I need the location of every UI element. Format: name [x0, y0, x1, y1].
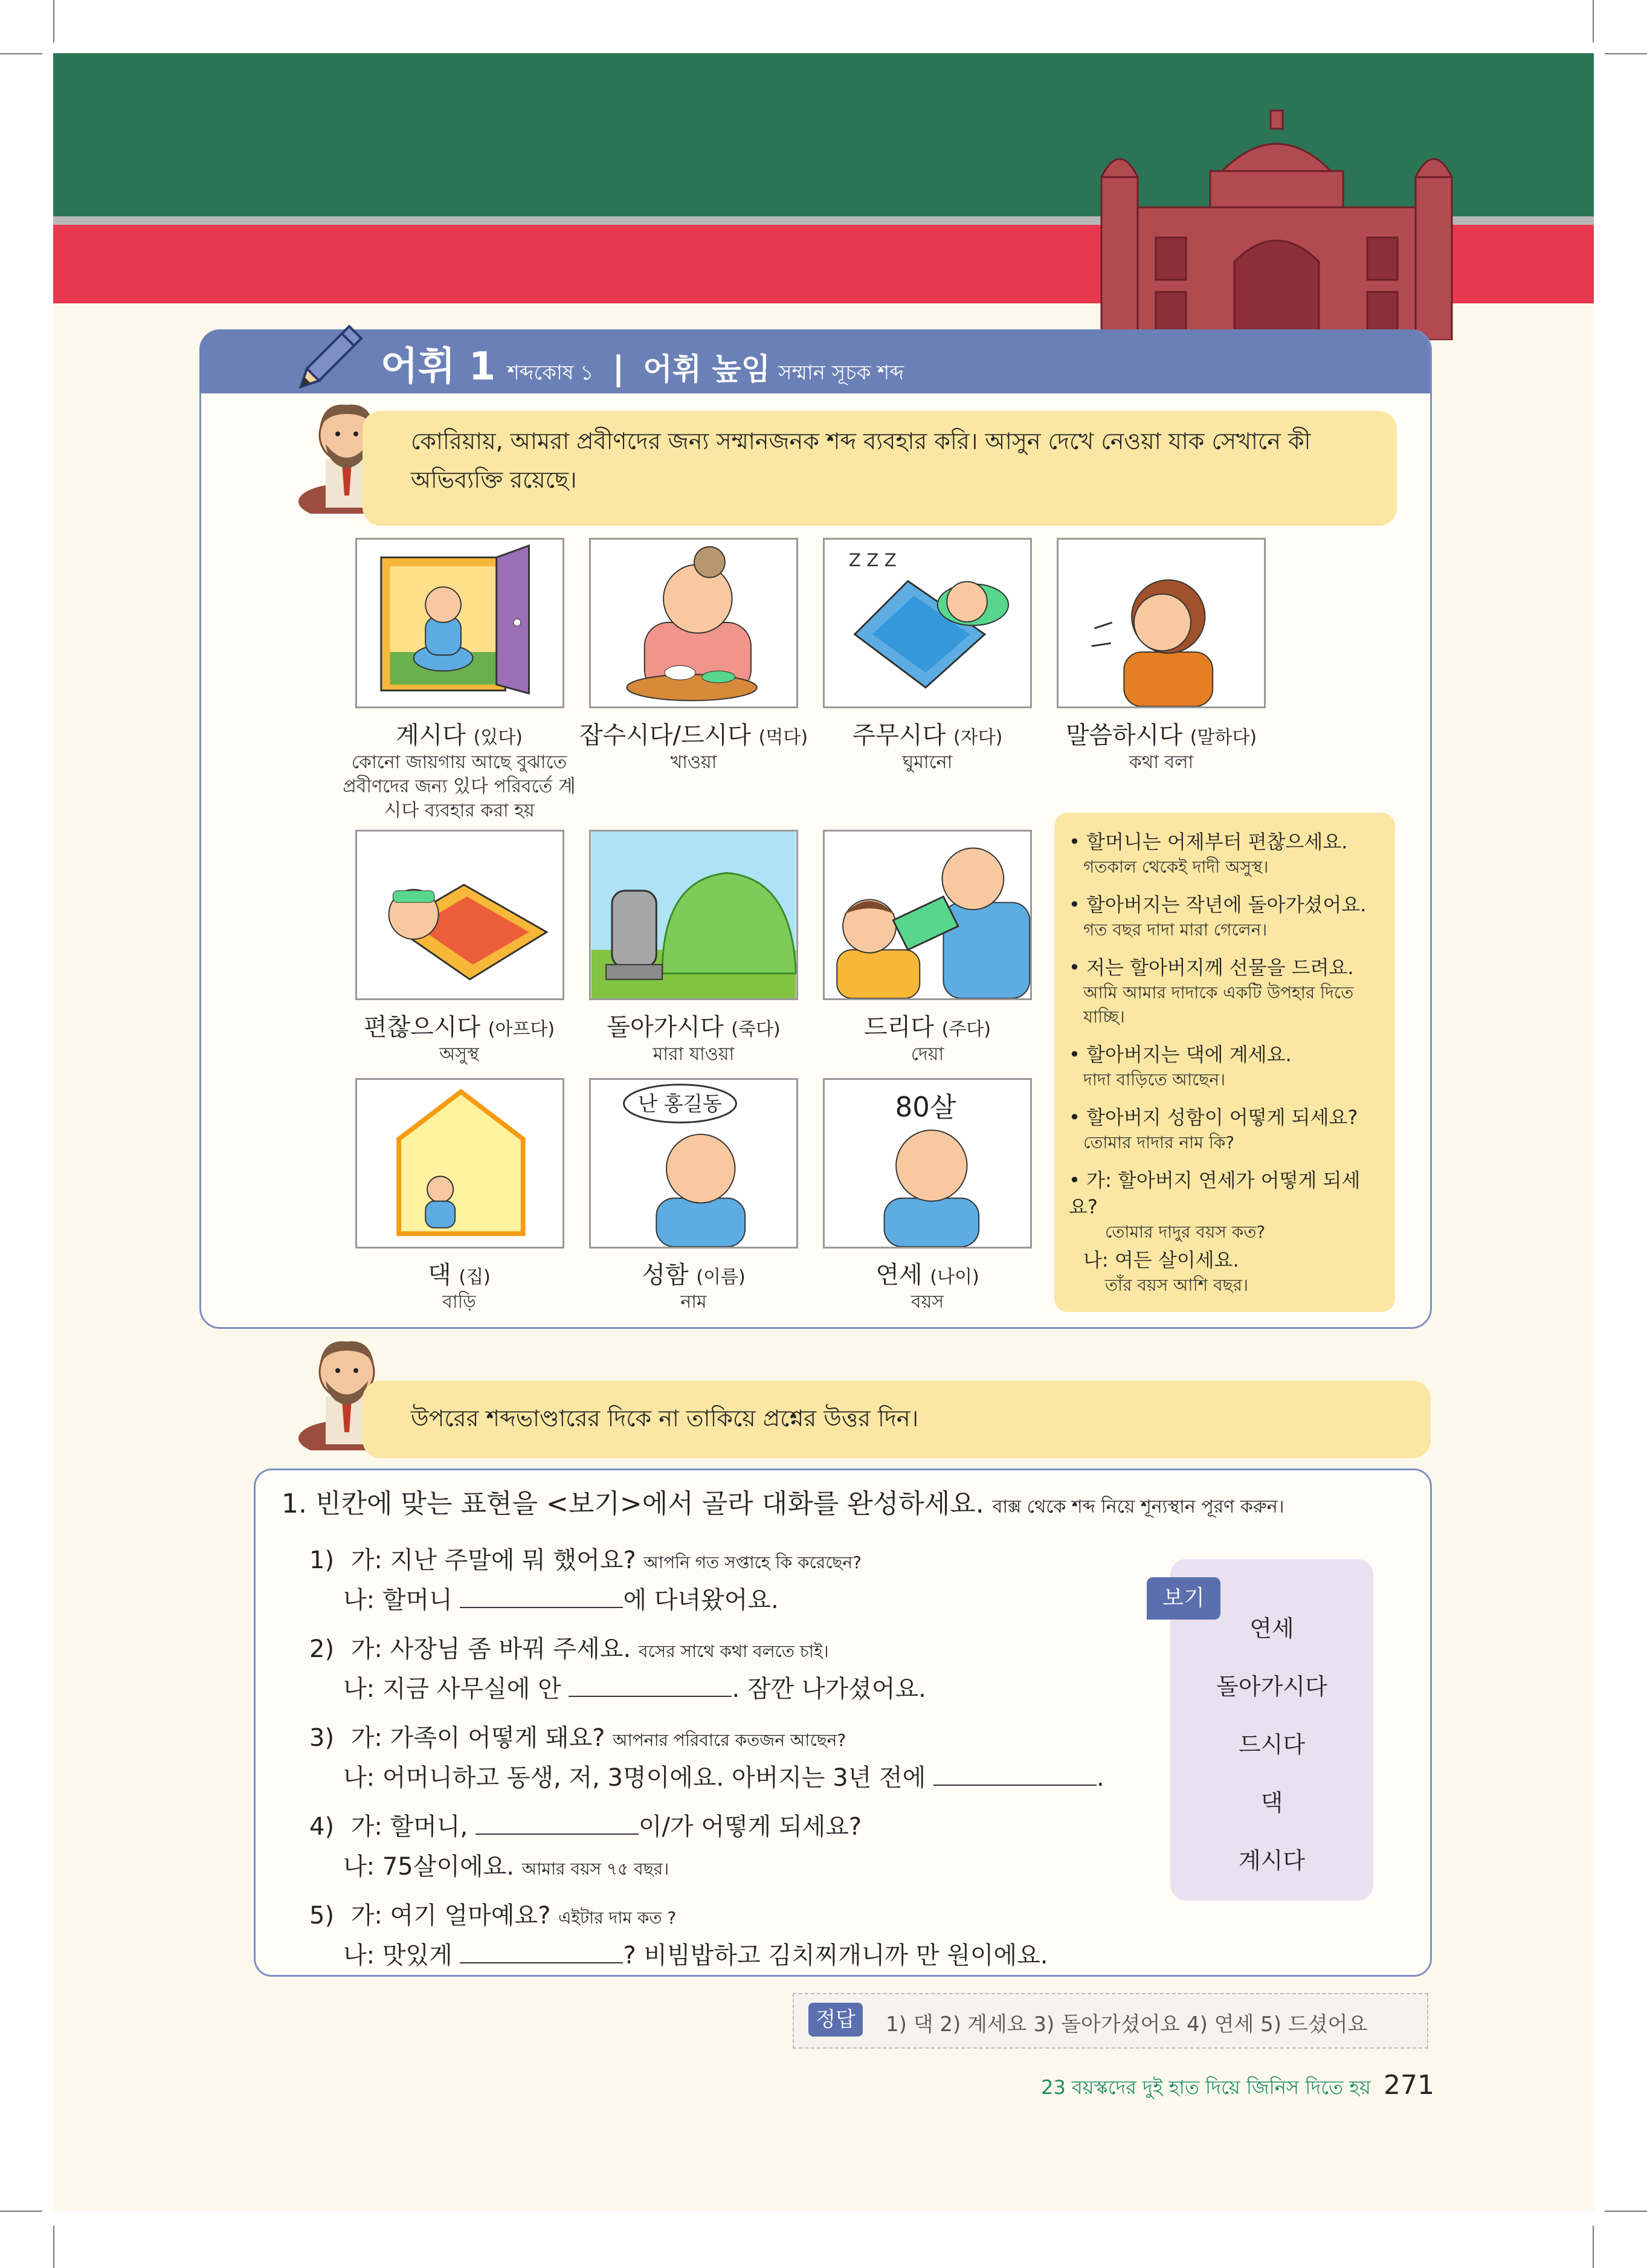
footer-text: 23 বয়স্কদের দুই হাত দিয়ে জিনিস দিতে হয়: [1041, 2076, 1371, 2099]
word-box-item: 드시다: [1238, 1731, 1306, 1758]
vocab-bn: খাওয়া: [670, 752, 717, 773]
example-ko: • 할머니는 어제부터 편찮으세요.: [1069, 830, 1348, 853]
item-number: 1): [309, 1546, 335, 1574]
word-box-item: 계시다: [1238, 1847, 1306, 1874]
question-1-b: [343, 1581, 779, 1615]
item-a-ko: 가: 여기 얼마예요?: [350, 1902, 551, 1930]
example-item: [1069, 1167, 1384, 1244]
item-b-post: ? 비빔밥하고 김치찌개니까 만 원이에요.: [623, 1942, 1048, 1969]
word-box-label: 보기: [1147, 1577, 1220, 1620]
item-number: 2): [309, 1635, 335, 1663]
example-ko: • 할아버지는 작년에 돌아가셨어요.: [1069, 893, 1367, 916]
vocab-caption-1: [338, 716, 580, 823]
item-a-bn: আপনার পরিবারে কতজন আছেন?: [613, 1730, 846, 1750]
example-item: [1069, 954, 1384, 1029]
vocab-plain: (주다): [941, 1019, 991, 1040]
crop-mark: [53, 2226, 54, 2268]
item-b-post: . 잠깐 나가셨어요.: [732, 1675, 926, 1703]
vocab-ko: 댁: [428, 1261, 451, 1289]
question-3-b: [343, 1759, 1104, 1793]
picture-doragasida: [589, 830, 798, 1000]
question-4-b: [343, 1847, 669, 1884]
example-bn: দাদা বাড়িতে আছেন।: [1083, 1070, 1226, 1090]
vocab-bn: নাম: [680, 1291, 707, 1313]
word-box-item: 댁: [1260, 1789, 1283, 1816]
vocab-ko: 계시다: [395, 722, 466, 749]
vocab-ko: 연세: [875, 1261, 923, 1289]
vocab-ko: 말씀하시다: [1065, 722, 1183, 749]
picture-deurida: [823, 830, 1032, 1000]
answer-key-text: 1) 댁 2) 계세요 3) 돌아가셨어요 4) 연세 5) 드셨어요: [886, 2012, 1368, 2037]
question-title-bn: বাক্স থেকে শব্দ নিয়ে শূন্যস্থান পূরণ করুন।: [992, 1496, 1284, 1517]
header-title-ko: 어휘 1: [381, 344, 496, 389]
vocab-bn: ঘুমানো: [902, 752, 953, 773]
question-2-b: [343, 1670, 926, 1704]
question-5-a: [309, 1896, 676, 1933]
example-ko: 나: 여든 살이세요.: [1083, 1249, 1239, 1271]
vocab-caption-2: [573, 716, 814, 775]
page-footer: [1041, 2070, 1434, 2105]
vocab-ko: 성함: [642, 1261, 689, 1289]
example-bn: আমি আমার দাদাকে একটি উপহার দিতে যাচ্ছি।: [1083, 983, 1354, 1027]
item-a-ko: 가: 가족이 어떻게 돼요?: [350, 1724, 605, 1752]
vocab-ko: 드리다: [863, 1013, 934, 1041]
item-b-pre: 나: 어머니하고 동생, 저, 3명이에요. 아버지는 3년 전에: [343, 1764, 934, 1792]
answer-blank[interactable]: [475, 1814, 639, 1835]
crop-mark: [0, 2211, 42, 2212]
picture-gyesida: [355, 538, 564, 708]
picture-pyeonchaneusida: [355, 830, 564, 1000]
vocab-bn: দেয়া: [911, 1044, 944, 1065]
example-ko: • 저는 할아버지께 선물을 드려요.: [1069, 956, 1354, 979]
vocab-ko: 편찮으시다: [363, 1013, 481, 1041]
item-a-ko: 가: 지난 주말에 뭐 했어요?: [350, 1546, 636, 1574]
item-b-pre: 나: 지금 사무실에 안: [343, 1675, 569, 1703]
vocab-plain: (있다): [473, 727, 523, 748]
item-number: 3): [309, 1724, 335, 1752]
vocab-caption-10: [807, 1256, 1048, 1314]
vocab-caption-4: [1040, 716, 1282, 775]
item-b-bn: আমার বয়স ৭৫ বছর।: [521, 1859, 669, 1879]
vocab-caption-6: [573, 1008, 814, 1067]
vocab-plain: (죽다): [731, 1019, 781, 1040]
question-title-ko: 1. 빈칸에 맞는 표현을 <보기>에서 골라 대화를 완성하세요.: [282, 1488, 984, 1519]
answer-blank[interactable]: [460, 1943, 623, 1963]
example-item: [1069, 891, 1384, 942]
vocab-plain: (자다): [953, 727, 1003, 748]
example-item: [1069, 1104, 1384, 1155]
example-bn: গত বছর দাদা মারা গেলেন।: [1083, 920, 1268, 940]
crop-mark: [0, 53, 42, 54]
picture-malsseumhasida: [1057, 538, 1266, 708]
question-4-a: [309, 1808, 862, 1842]
vocab-plain: (집): [459, 1267, 491, 1288]
item-a-bn: বসের সাথে কথা বলতে চাই।: [638, 1641, 829, 1661]
vocab-plain: (말하다): [1190, 727, 1257, 748]
item-number: 5): [309, 1902, 335, 1930]
question-1-a: [309, 1541, 862, 1578]
vocab-plain: (이름): [696, 1267, 746, 1288]
header-topic-bn: সম্মান সূচক শব্দ: [778, 361, 904, 385]
vocab-bn: বয়স: [911, 1291, 944, 1313]
crop-mark: [1593, 0, 1594, 42]
page-number: 271: [1384, 2070, 1434, 2101]
answer-key-label: 정답: [808, 2003, 863, 2037]
word-box-item: 돌아가시다: [1216, 1673, 1327, 1700]
instruction-text: উপরের শব্দভাণ্ডারের দিকে না তাকিয়ে প্রশ্নের উত্তর দিন।: [411, 1405, 919, 1432]
item-a-post: 이/가 어떻게 되세요?: [638, 1813, 862, 1841]
vocab-ko: 돌아가시다: [607, 1013, 724, 1041]
vocab-bn: কোনো জায়গায় আছে বুঝাতে প্রবীণদের জন্য 있다 পরিবর্তে 계시다 ব্যবহার করা হয়: [343, 752, 576, 821]
header-title-bn: শব্দকোষ ১: [507, 361, 594, 385]
header-topic-ko: 어휘 높임: [643, 352, 771, 387]
item-number: 4): [309, 1813, 335, 1841]
fort-illustration: [1089, 105, 1464, 340]
picture-jumusida: [823, 538, 1032, 708]
item-b-pre: 나: 할머니: [343, 1586, 460, 1614]
example-bn: তাঁর বয়স আশি বছর।: [1105, 1275, 1249, 1295]
example-ko: • 가: 할아버지 연세가 어떻게 되세요?: [1069, 1169, 1361, 1218]
vocab-ko: 잡수시다/드시다: [579, 722, 751, 749]
vocab-bn: বাড়ি: [442, 1291, 476, 1313]
answer-key: [793, 1993, 1428, 2049]
picture-jabsusida: [589, 538, 798, 708]
example-bn: তোমার দাদার নাম কি?: [1083, 1132, 1235, 1152]
item-a-bn: আপনি গত সপ্তাহে কি করেছেন?: [643, 1552, 862, 1572]
vocab-caption-7: [807, 1008, 1048, 1067]
header-separator: |: [612, 349, 625, 387]
answer-blank[interactable]: [460, 1588, 623, 1608]
instruction-speech-bubble: [363, 1381, 1431, 1458]
speech-text: 난 홍길동: [637, 1091, 723, 1116]
item-a-ko: 가: 사장님 좀 바꿔 주세요.: [350, 1635, 631, 1663]
question-2-a: [309, 1630, 829, 1667]
vocab-bn: কথা বলা: [1129, 752, 1194, 773]
picture-daek: [355, 1078, 564, 1249]
vocab-ko: 주무시다: [852, 722, 946, 749]
item-b-pre: 나: 맛있게: [343, 1942, 460, 1969]
example-item: [1069, 829, 1384, 879]
item-a-ko: 가: 할머니,: [350, 1813, 475, 1841]
item-b-post: 에 다녀왔어요.: [623, 1586, 779, 1614]
crop-mark: [1605, 53, 1647, 54]
intro-speech-bubble: [363, 411, 1397, 526]
example-item: [1069, 1247, 1384, 1297]
example-ko: • 할아버지 성함이 어떻게 되세요?: [1069, 1106, 1358, 1129]
section-header: [199, 329, 1430, 393]
question-title: [282, 1482, 1284, 1523]
vocab-caption-9: [573, 1256, 814, 1314]
vocab-bn: অসুস্থ: [439, 1044, 479, 1065]
age-text: 80살: [895, 1091, 956, 1123]
example-sentences-box: [1054, 813, 1395, 1312]
example-item: [1069, 1041, 1384, 1092]
vocab-bn: মারা যাওয়া: [653, 1044, 735, 1065]
vocab-caption-5: [338, 1008, 580, 1067]
crop-mark: [1593, 2226, 1594, 2268]
zzz-text: Z Z Z: [848, 550, 897, 571]
item-a-bn: এইটার দাম কত ?: [558, 1908, 677, 1928]
pencil-icon: [289, 320, 367, 399]
vocab-plain: (아프다): [488, 1019, 555, 1040]
item-b-post: .: [1097, 1764, 1104, 1792]
answer-blank[interactable]: [569, 1676, 732, 1697]
answer-blank[interactable]: [933, 1765, 1097, 1786]
crop-mark: [53, 0, 54, 42]
word-box-item: 연세: [1249, 1615, 1294, 1642]
question-3-a: [309, 1719, 846, 1756]
vocab-caption-3: [807, 716, 1048, 775]
vocab-caption-8: [338, 1256, 580, 1314]
vocab-plain: (먹다): [758, 727, 808, 748]
example-bn: তোমার দাদুর বয়স কত?: [1105, 1222, 1266, 1242]
item-b-pre: 나: 75살이에요.: [343, 1853, 515, 1881]
example-bn: গতকাল থেকেই দাদী অসুস্থ।: [1083, 857, 1269, 877]
question-5-b: [343, 1936, 1048, 1971]
vocab-plain: (나이): [930, 1267, 979, 1288]
picture-seongham: [589, 1078, 798, 1249]
picture-yeonse: [823, 1078, 1032, 1249]
example-ko: • 할아버지는 댁에 계세요.: [1069, 1043, 1292, 1066]
crop-mark: [1605, 2211, 1647, 2212]
intro-text: কোরিয়ায়, আমরা প্রবীণদের জন্য সম্মানজনক শব্দ ব্যবহার করি। আসুন দেখে নেওয়া যাক সেখানে কী অভিব্যক্তি রয়েছে।: [411, 428, 1311, 493]
